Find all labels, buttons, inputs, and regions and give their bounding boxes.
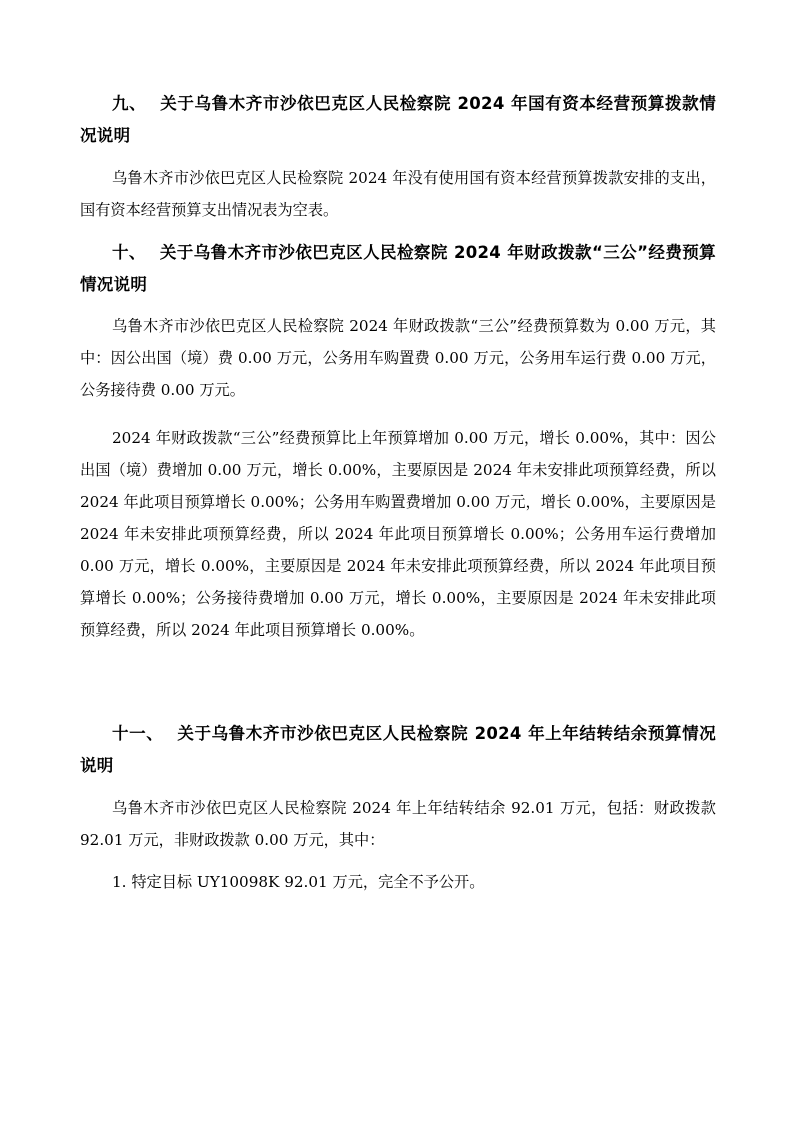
section-11-list-item-1: 1. 特定目标 UY10098K 92.01 万元，完全不予公开。 bbox=[112, 873, 485, 891]
section-9-title: 关于乌鲁木齐市沙依巴克区人民检察院 2024 年国有资本经营预算拨款情况说明 bbox=[80, 94, 716, 145]
section-11-title: 关于乌鲁木齐市沙依巴克区人民检察院 2024 年上年结转结余预算情况说明 bbox=[80, 724, 716, 775]
section-10-paragraph-2: 2024 年财政拨款“三公”经费预算比上年预算增加 0.00 万元，增长 0.00%，其中：因公出国（境）费增加 0.00 万元，增长 0.00%，主要原因是 2024 年未安排此项预算经费，所以 2024 年此项目预算增长 0.00%；公务用车购置费增加 0.00 万元，增长 0.00%，主要原因是 2024 年未安排此项预算经费，所以 2024 年此项目预算增长 0.00%；公务用车运行费增加 0.00 万元，增长 0.00%，主要原因是 2024 年未安排此项预算经费，所以 2024 年此项目预算增长 0.00%；公务接待费增加 0.00 万元，增长 0.00%，主要原因是 2024 年未安排此项预算经费，所以 2024 年此项目预算增长 0.00%。 bbox=[80, 429, 716, 639]
section-11-number: 十一、 bbox=[112, 724, 164, 743]
section-9-heading bbox=[80, 88, 716, 152]
section-10-title: 关于乌鲁木齐市沙依巴克区人民检察院 2024 年财政拨款“三公”经费预算情况说明 bbox=[80, 243, 716, 294]
section-9-paragraph: 乌鲁木齐市沙依巴克区人民检察院 2024 年没有使用国有资本经营预算拨款安排的支出，国有资本经营预算支出情况表为空表。 bbox=[80, 169, 716, 219]
section-10-paragraph-1: 乌鲁木齐市沙依巴克区人民检察院 2024 年财政拨款“三公”经费预算数为 0.00 万元，其中：因公出国（境）费 0.00 万元，公务用车购置费 0.00 万元，公务用车运行费 0.00 万元，公务接待费 0.00 万元。 bbox=[80, 317, 716, 399]
section-11-paragraph-1: 乌鲁木齐市沙依巴克区人民检察院 2024 年上年结转结余 92.01 万元，包括：财政拨款 92.01 万元，非财政拨款 0.00 万元，其中： bbox=[80, 799, 716, 849]
section-9-number: 九、 bbox=[112, 94, 147, 113]
section-10-heading bbox=[80, 237, 716, 301]
section-10-number: 十、 bbox=[112, 243, 146, 262]
section-11-heading bbox=[80, 718, 716, 782]
